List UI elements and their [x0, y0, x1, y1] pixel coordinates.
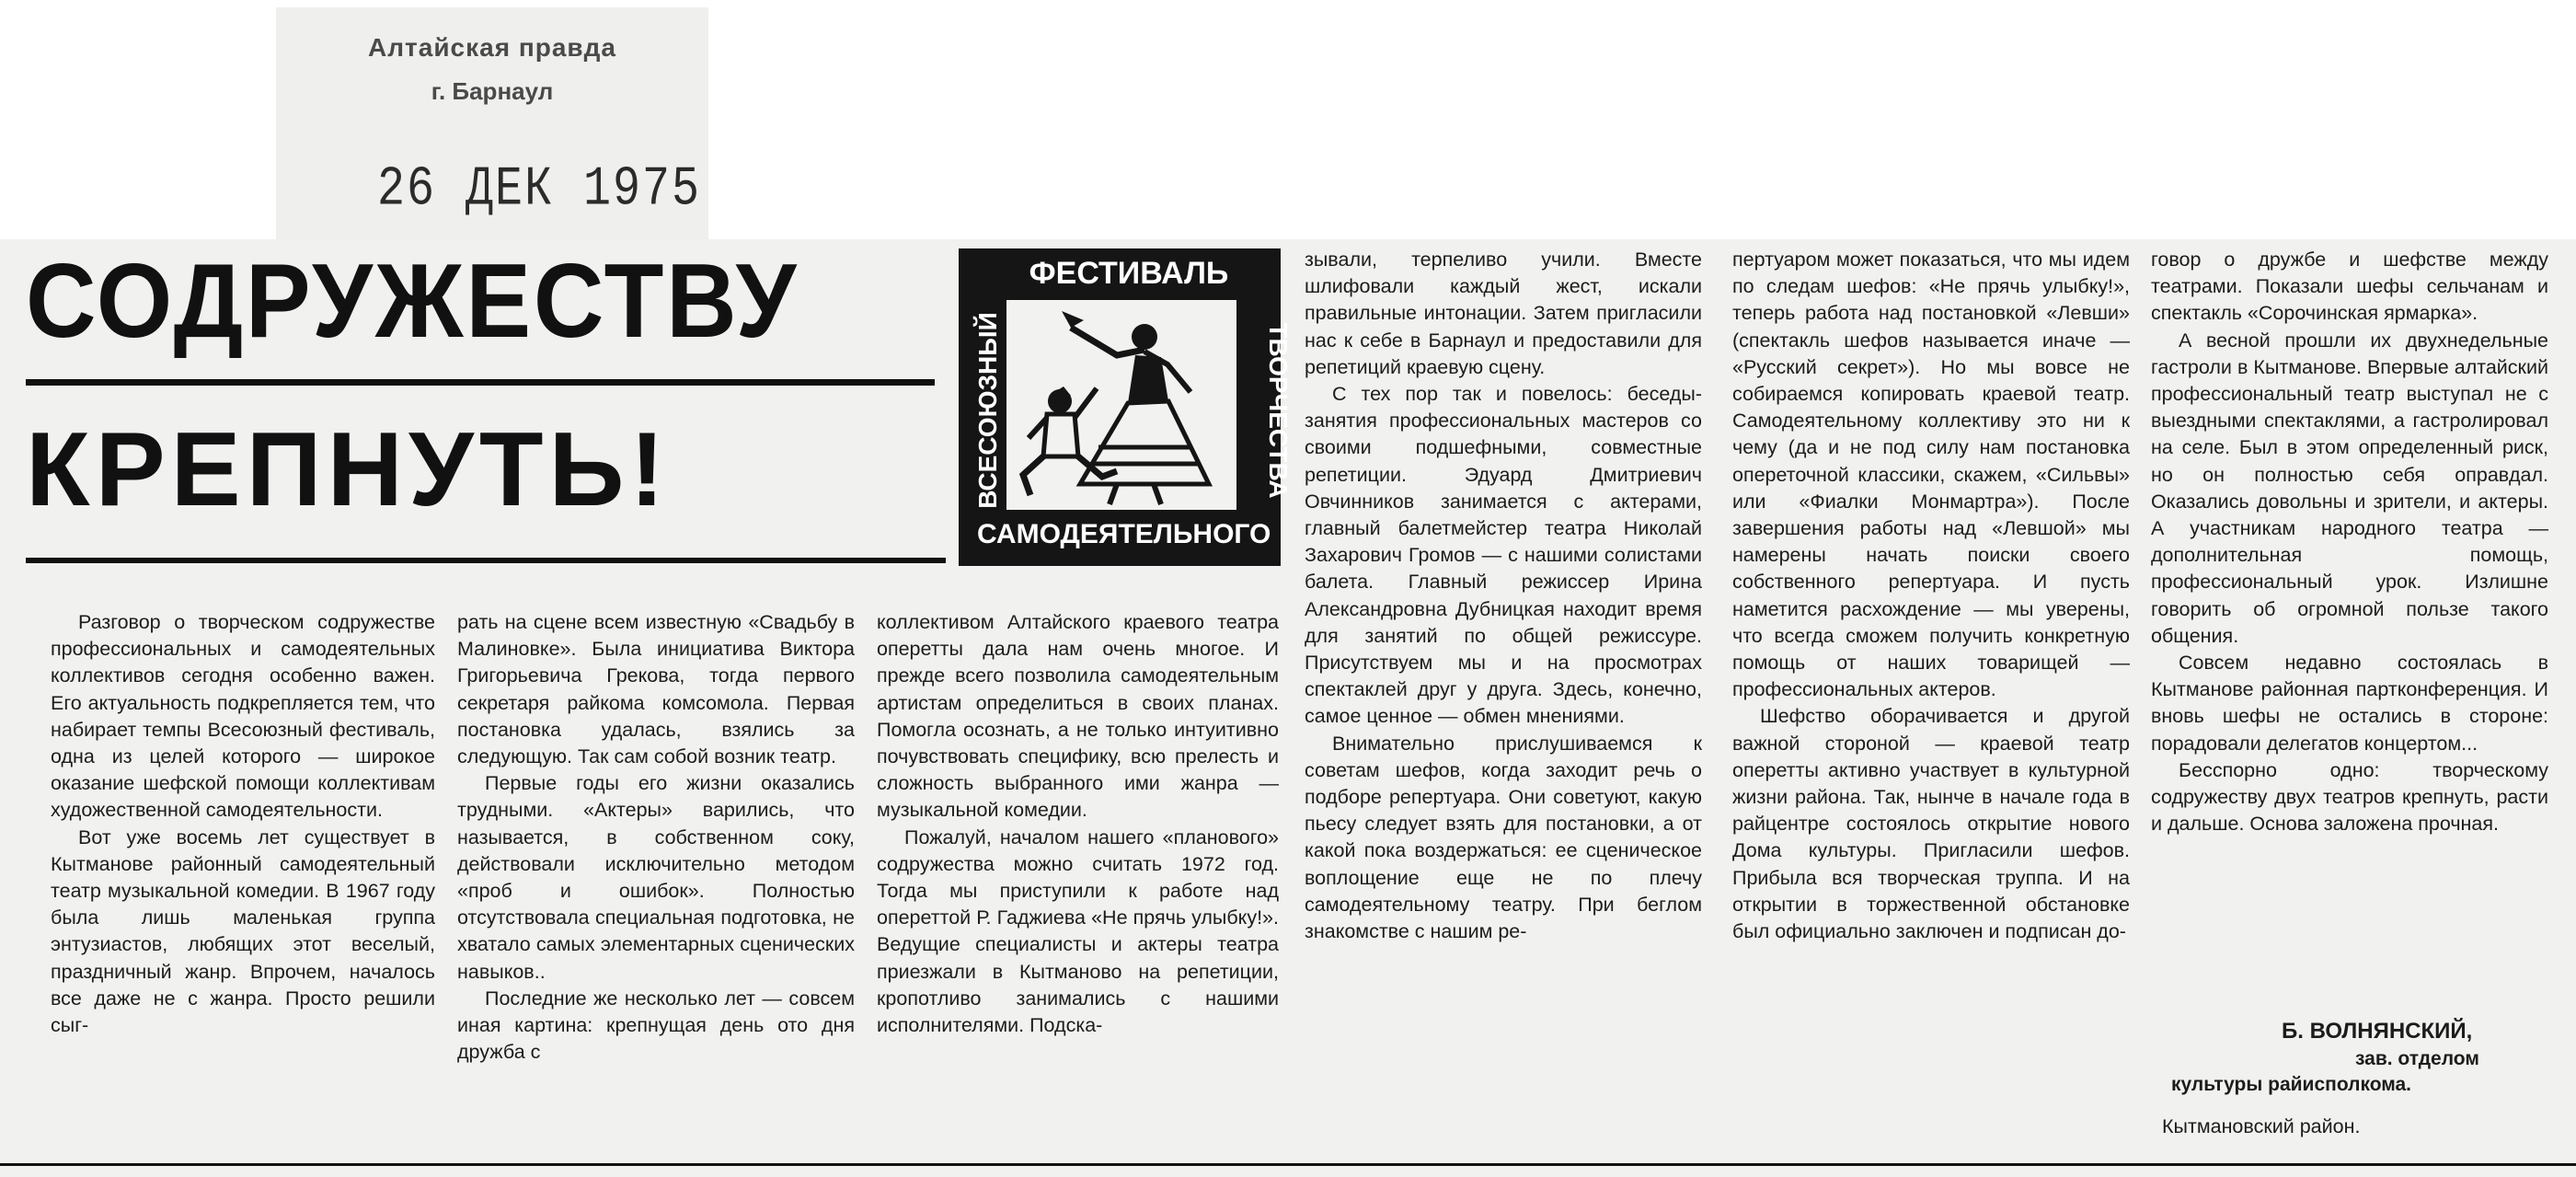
- headline-rule-top: [26, 379, 935, 386]
- paragraph: зывали, терпеливо учили. Вместе шлифовали каждый жест, искали правильные интонации. Затем пригласили нас к себе в Барнаул и предоставили для репетиций краевую сцену.: [1305, 248, 1702, 378]
- stamp-newspaper-name: Алтайская правда: [368, 33, 616, 62]
- author-name: Б. ВОЛНЯНСКИЙ,: [2282, 1019, 2473, 1044]
- paragraph: рать на сцене всем известную «Свадьбу в Малиновке». Была инициатива Виктора Григорьевича Грекова, тогда первого секретаря райкома комсомола. Первая постановка удалась, взялись за следующую. Так сам собой возник театр.: [457, 611, 855, 768]
- archive-stamp: [276, 7, 708, 239]
- logo-text-bottom: САМОДЕЯТЕЛЬНОГО: [977, 519, 1271, 549]
- logo-text-right: ТВОРЧЕСТВА: [1264, 322, 1293, 499]
- paragraph: Пожалуй, началом нашего «планового» содружества можно считать 1972 год. Тогда мы приступили к работе над опереттой Р. Гаджиева «Не прячь улыбку!». Ведущие специалисты и актеры театра приезжали в Кытманово на репетиции, кропотливо занимались с нашими исполнителями. Подска-: [877, 825, 1279, 1037]
- stamp-date: 26 ДЕК 1975: [377, 158, 702, 222]
- paragraph: коллективом Алтайского краевого театра оперетты дала нам очень многое. И прежде всего позволила самодеятельным артистам определиться в своих планах. Помогла осознать, а не только интуитивно почувствовать специфику, всю прелесть и сложность выбранного ими жанра —музыкальной комедии.: [877, 611, 1279, 822]
- article-column-2: [457, 609, 855, 1066]
- stamp-city: г. Барнаул: [431, 77, 554, 105]
- paragraph: Внимательно прислушиваемся к советам шефов, когда заходит речь о подборе репертуара. Они советуют, какую пьесу следует взять для постановки, а от какой пока воздержаться: ее сценическое воплощение еще не по плечу самодеятельному театру. При беглом знакомстве с нашим ре-: [1305, 732, 1702, 943]
- dancers-illustration: [1006, 300, 1236, 510]
- headline-rule-bottom: [26, 558, 946, 563]
- article-column-4: [1305, 247, 1702, 945]
- logo-text-top: ФЕСТИВАЛЬ: [1029, 256, 1229, 291]
- paragraph: Вот уже восемь лет существует в Кытманове районный самодеятельный театр музыкальной комедии. В 1967 году была лишь маленькая группа энтузиастов, любящих этот веселый, праздничный жанр. Впрочем, началось все даже не с жанра. Просто решили сыг-: [51, 825, 435, 1037]
- paragraph: пертуаром может показаться, что мы идем по следам шефов: «Не прячь улыбку!», теперь работа над постановкой «Левши» (спектакль шефов называется иначе — «Русский секрет»). Но мы вовсе не собираемся копировать краевой театр. Самодеятельному коллективу это ни к чему (да и не под силу нам постановка опереточной классики, скажем, «Сильвы» или «Фиалки Монмартра»). После завершения работы над «Левшой» мы намерены начать поиски своего собственного репертуара. И пусть наметится расхождение — мы уверены, что всегда сможем получить конкретную помощь от наших товарищей — профессиональных актеров.: [1732, 248, 2130, 701]
- author-position-line-1: зав. отделом: [2355, 1048, 2479, 1069]
- paragraph: Бесспорно одно: творческому содружеству двух театров крепнуть, расти и дальше. Основа заложена прочная.: [2151, 758, 2548, 836]
- paragraph: Шефство оборачивается и другой важной стороной — краевой театр оперетты активно участвует в культурной жизни района. Так, нынче в начале года в райцентре состоялось открытие нового Дома культуры. Пригласили шефов. Прибыла вся творческая труппа. И на открытии в торжественной обстановке был официально заключен и подписан до-: [1732, 705, 2130, 943]
- paragraph: говор о дружбе и шефстве между театрами. Показали шефы сельчанам и спектакль «Сорочинская ярмарка».: [2151, 248, 2548, 325]
- headline-line-1: СОДРУЖЕСТВУ: [26, 243, 799, 360]
- paragraph: Первые годы его жизни оказались трудными. «Актеры» варились, что называется, в собственном соку, действовали исключительно методом «проб и ошибок». Полностью отсутствовала специальная подготовка, не хватало самых элементарных сценических навыков..: [457, 772, 855, 983]
- article-column-6: [2151, 247, 2548, 837]
- author-location: Кытмановский район.: [2162, 1115, 2361, 1137]
- paragraph: Разговор о творческом содружестве профессиональных и самодеятельных коллективов сегодня особенно важен. Его актуальность подкрепляется тем, что набирает темпы Всесоюзный фестиваль, одна из целей которого — широкое оказание шефской помощи коллективам художественной самодеятельности.: [51, 611, 435, 822]
- headline-line-2: КРЕПНУТЬ!: [26, 411, 671, 528]
- article-column-5: [1732, 247, 2130, 945]
- author-position-line-2: культуры райисполкома.: [2171, 1074, 2412, 1095]
- logo-text-left: ВСЕСОЮЗНЫЙ: [973, 312, 1002, 509]
- article-column-3: [877, 609, 1279, 1039]
- paragraph: С тех пор так и повелось: беседы-занятия профессиональных мастеров со своими подшефными, совместные репетиции. Эдуард Дмитриевич Овчинников занимается с актерами, главный балетмейстер театра Николай Захарович Громов — с нашими солистами балета. Главный режиссер Ирина Александровна Дубницкая находит время для занятий по общей режиссуре. Присутствуем мы и на просмотрах спектаклей друг у друга. Здесь, конечно, самое ценное — обмен мнениями.: [1305, 383, 1702, 728]
- festival-logo: [959, 248, 1293, 566]
- clipping-bottom-rule: [0, 1163, 2576, 1166]
- paragraph: Совсем недавно состоялась в Кытманове районная партконференция. И вновь шефы не остались в стороне: порадовали делегатов концертом...: [2151, 652, 2548, 755]
- article-column-1: [51, 609, 435, 1039]
- paragraph: А весной прошли их двухнедельные гастроли в Кытманове. Впервые алтайский профессиональный театр выступал не с выездными спектаклями, а гастролировал на селе. Был в этом определенный риск, но он полностью себя оправдал. Оказались довольны и зрители, и актеры. А участникам народного театра — дополнительная помощь, профессиональный урок. Излишне говорить об огромной пользе такого общения.: [2151, 329, 2548, 647]
- paragraph: Последние же несколько лет — совсем иная картина: крепнущая день ото дня дружба с: [457, 987, 855, 1064]
